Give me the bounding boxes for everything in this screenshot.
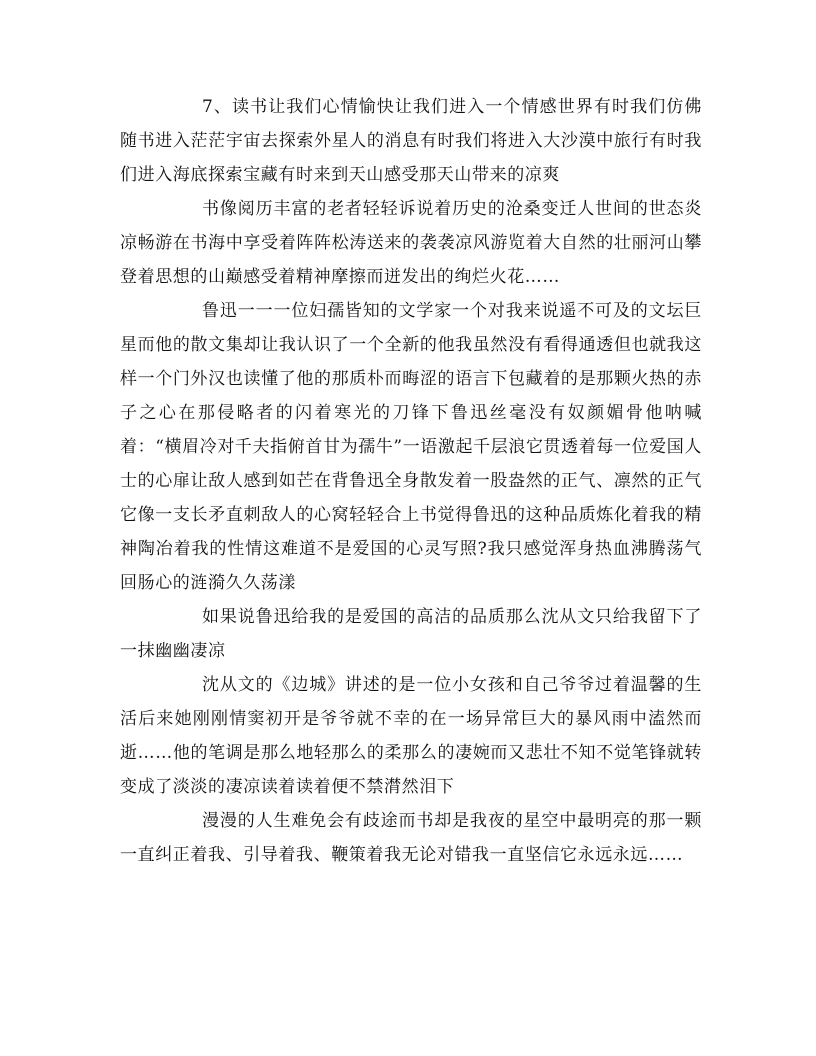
paragraph-border-town: 沈从文的《边城》讲述的是一位小女孩和自己爷爷过着温馨的生活后来她刚刚情窦初开是爷爷就不幸的在一场异常巨大的暴风雨中溘然而逝……他的笔调是那么地轻那么的柔那么的凄婉而又悲壮不知不觉笔锋就转变成了淡淡的凄凉读着读着便不禁潸然泪下 [120,675,702,797]
paragraph-lu-xun: 鲁迅一一一位妇孺皆知的文学家一个对我来说遥不可及的文坛巨星而他的散文集却让我认识了一个全新的他我虽然没有看得通透但也就我这样一个门外汉也读懂了他的那质朴而晦涩的语言下包藏着的是那颗火热的赤子之心在那侵略者的闪着寒光的刀锋下鲁迅丝毫没有奴颜媚骨他呐喊着：“横眉冷对千夫指俯首甘为孺牛”一语激起千层浪它贯透着每一位爱国人士的心扉让敌人感到如芒在背鲁迅全身散发着一股盎然的正气、凛然的正气它像一支长矛直刺敌人的心窝轻轻合上书觉得鲁迅的这种品质炼化着我的精神陶冶着我的性情这难道不是爱国的心灵写照?我只感觉浑身热血沸腾荡气回肠心的涟漪久久荡漾 [120,301,702,593]
paragraph-conclusion: 漫漫的人生难免会有歧途而书却是我夜的星空中最明亮的那一颗一直纠正着我、引导着我、鞭策着我无论对错我一直坚信它永远永远…… [120,811,702,865]
paragraph-reading-joy: 7、读书让我们心情愉快让我们进入一个情感世界有时我们仿佛随书进入茫茫宇宙去探索外星人的消息有时我们将进入大沙漠中旅行有时我们进入海底探索宝藏有时来到天山感受那天山带来的凉爽 [120,97,702,185]
paragraph-shen-congwen-intro: 如果说鲁迅给我的是爱国的高洁的品质那么沈从文只给我留下了一抹幽幽凄凉 [120,607,702,661]
document-body [120,90,702,872]
paragraph-book-elder: 书像阅历丰富的老者轻轻诉说着历史的沧桑变迁人世间的世态炎凉畅游在书海中享受着阵阵松涛送来的袭袭凉风游览着大自然的壮丽河山攀登着思想的山巅感受着精神摩擦而迸发出的绚烂火花…… [120,199,702,287]
